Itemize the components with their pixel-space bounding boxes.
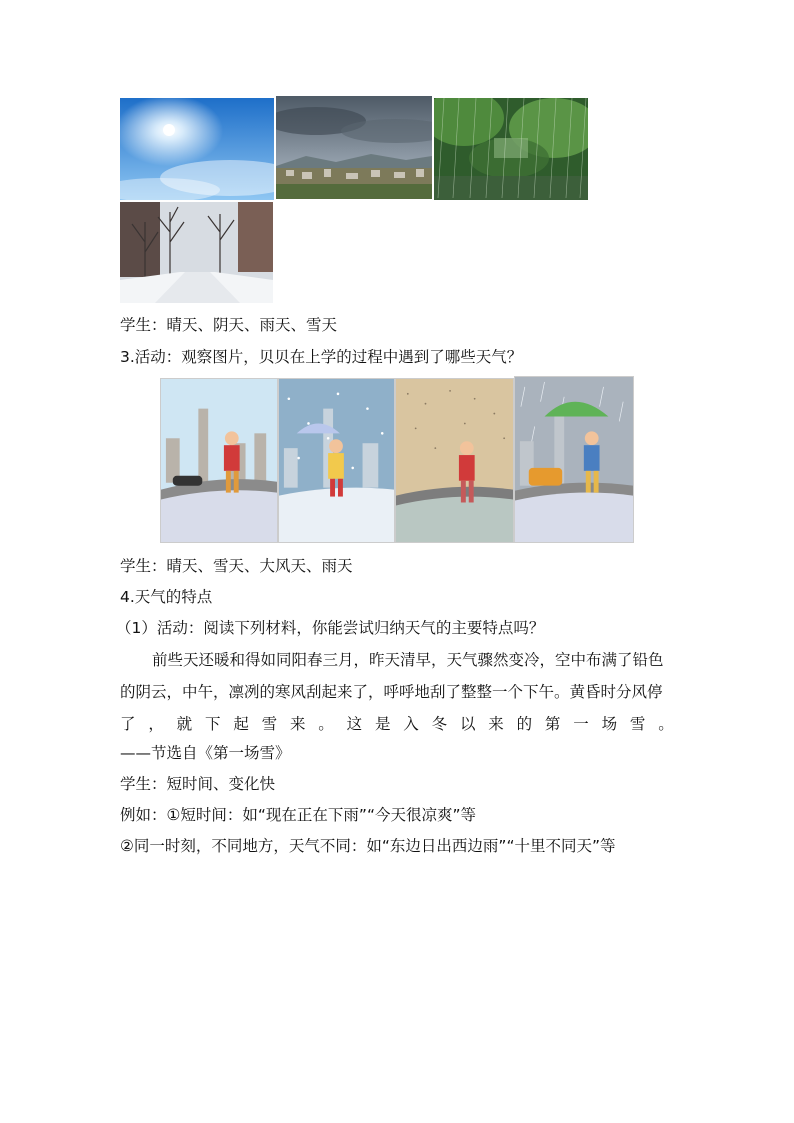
passage-char: 雪 xyxy=(261,715,278,733)
passage-char: ， xyxy=(148,715,164,733)
answer-weather-cartoon: 学生：晴天、雪天、大风天、雨天 xyxy=(120,557,353,575)
passage-char: 一 xyxy=(573,715,589,733)
passage-char: 场 xyxy=(601,715,618,733)
snowy-street-photo xyxy=(120,202,273,303)
passage-char: 起 xyxy=(233,715,249,733)
passage-char: 就 xyxy=(176,715,193,733)
example-1: 例如：①短时间：如“现在正在下雨”“今天很凉爽”等 xyxy=(120,806,477,824)
passage-char: 这 xyxy=(346,715,363,733)
passage-char: 下 xyxy=(204,715,221,733)
passage-char: 了 xyxy=(120,715,136,733)
passage-char: 以 xyxy=(459,715,476,733)
sunny-sky-photo xyxy=(120,98,274,200)
passage-char: 是 xyxy=(374,715,391,733)
rainy-photo xyxy=(434,98,588,200)
passage-char: 入 xyxy=(403,715,419,733)
passage-char: 雪 xyxy=(629,715,646,733)
passage-char: 第 xyxy=(544,715,561,733)
passage-char: 的 xyxy=(516,715,533,733)
section-4-title: 4.天气的特点 xyxy=(120,588,213,606)
cartoon-rainy-panel xyxy=(514,376,634,543)
passage-char: 冬 xyxy=(431,715,448,733)
example-2: ②同一时刻，不同地方，天气不同：如“东边日出西边雨”“十里不同天”等 xyxy=(120,837,616,855)
activity-3-title: 3.活动：观察图片，贝贝在上学的过程中遇到了哪些天气？ xyxy=(120,348,523,366)
cartoon-sunny-panel xyxy=(160,378,278,543)
cartoon-windy-panel xyxy=(395,378,514,543)
passage-char: 。 xyxy=(658,715,674,733)
cloudy-town-photo xyxy=(276,96,432,199)
passage-line-3 xyxy=(120,714,674,734)
student-answer-features: 学生：短时间、变化快 xyxy=(120,775,276,793)
passage-char: 来 xyxy=(488,715,504,733)
passage-char: 来 xyxy=(289,715,306,733)
cartoon-snowy-panel xyxy=(278,378,395,543)
passage-char: 。 xyxy=(318,715,334,733)
answer-weather-photos: 学生：晴天、阴天、雨天、雪天 xyxy=(120,316,338,334)
passage-line-1: 前些天还暖和得如同阳春三月，昨天清早，天气骤然变冷，空中布满了铅色 xyxy=(152,651,664,669)
passage-source: ——节选自《第一场雪》 xyxy=(120,744,291,762)
activity-4-1: （1）活动：阅读下列材料，你能尝试归纳天气的主要特点吗？ xyxy=(116,619,545,637)
passage-line-2: 的阴云，中午，凛冽的寒风刮起来了，呼呼地刮了整整一个下午。黄昏时分风停 xyxy=(120,683,663,701)
